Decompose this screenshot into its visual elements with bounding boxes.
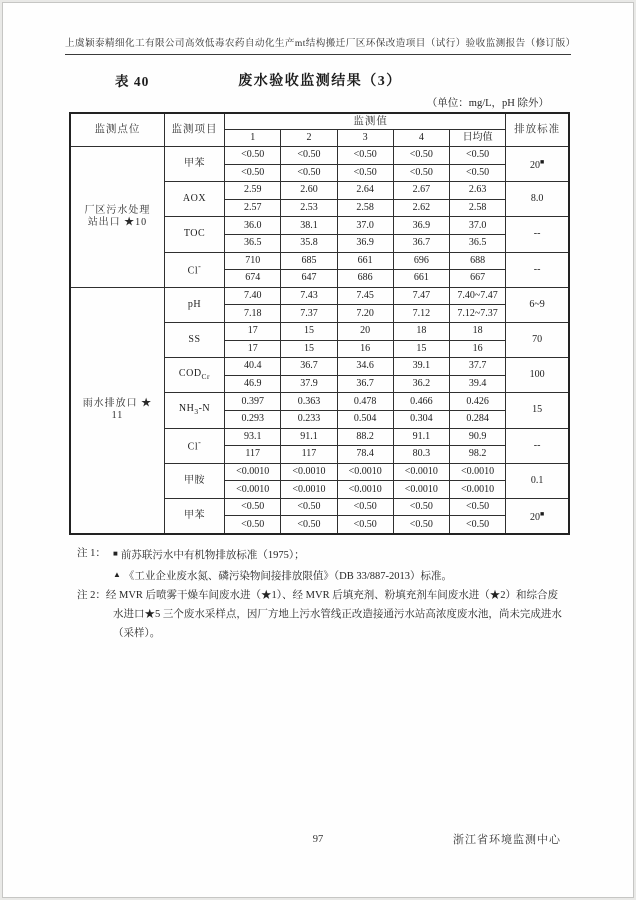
value-cell: 2.63 (449, 182, 505, 200)
value-cell: <0.50 (225, 164, 281, 182)
item-cell (164, 252, 224, 287)
note-1-prefix: 注 1： (77, 548, 106, 560)
table-title: 废水验收监测结果（3） (238, 74, 402, 89)
standard-cell (506, 147, 569, 182)
value-cell: <0.0010 (393, 481, 449, 499)
value-cell: 0.397 (225, 393, 281, 411)
value-cell: <0.0010 (449, 463, 505, 481)
value-cell: <0.0010 (281, 481, 337, 499)
value-cell: <0.50 (337, 498, 393, 516)
value-cell: 37.9 (281, 375, 337, 393)
header-col-avg: 日均值 (449, 130, 505, 147)
value-cell: 0.466 (393, 393, 449, 411)
value-cell: 37.7 (449, 358, 505, 376)
value-cell: 16 (449, 340, 505, 358)
standard-value: -- (533, 439, 541, 451)
value-cell: <0.50 (393, 516, 449, 534)
value-cell: <0.50 (337, 516, 393, 534)
value-cell: <0.0010 (393, 463, 449, 481)
standard-value: 0.1 (530, 474, 544, 486)
value-cell: 0.426 (449, 393, 505, 411)
table-number-label: 表 40 (115, 74, 150, 89)
value-cell: <0.0010 (281, 463, 337, 481)
triangle-mark-icon: ▲ (113, 570, 121, 580)
item-cell (164, 287, 224, 322)
value-cell: <0.0010 (337, 463, 393, 481)
value-cell: <0.50 (281, 516, 337, 534)
value-cell: <0.0010 (225, 481, 281, 499)
value-cell: 7.12~7.37 (449, 305, 505, 323)
item-cell (164, 393, 224, 428)
value-cell: 37.0 (337, 217, 393, 235)
item-label-part: -N (198, 402, 211, 414)
standard-value: 70 (532, 334, 543, 346)
value-cell: 2.67 (393, 182, 449, 200)
value-cell: 0.304 (393, 410, 449, 428)
header-col-3: 3 (337, 130, 393, 147)
value-cell: 20 (337, 322, 393, 340)
value-cell: 36.9 (337, 234, 393, 252)
value-cell: <0.50 (225, 498, 281, 516)
item-label-part: Cl (187, 441, 199, 453)
value-cell: 2.53 (281, 199, 337, 217)
value-cell: 39.1 (393, 358, 449, 376)
value-cell: 36.5 (225, 234, 281, 252)
value-cell: 685 (281, 252, 337, 270)
item-label-part: 甲苯 (183, 509, 205, 521)
value-cell: <0.50 (225, 516, 281, 534)
item-cell (164, 147, 224, 182)
value-cell: 2.60 (281, 182, 337, 200)
value-cell: 2.57 (225, 199, 281, 217)
value-cell: 0.504 (337, 410, 393, 428)
standard-footnote-mark: ■ (539, 158, 545, 167)
item-label-part: AOX (182, 193, 207, 205)
header-standard: 排放标准 (506, 113, 569, 147)
point-cell (70, 147, 164, 288)
value-cell: <0.50 (393, 498, 449, 516)
value-cell: 710 (225, 252, 281, 270)
point-line: 雨水排放口 ★ (82, 398, 153, 410)
value-cell: 0.363 (281, 393, 337, 411)
header-point: 监测点位 (70, 113, 164, 147)
item-cell (164, 322, 224, 357)
value-cell: 0.293 (225, 410, 281, 428)
value-cell: <0.0010 (225, 463, 281, 481)
value-cell: 35.8 (281, 234, 337, 252)
value-cell: 36.9 (393, 217, 449, 235)
value-cell: 91.1 (281, 428, 337, 446)
value-cell: 37.0 (449, 217, 505, 235)
value-cell: 647 (281, 270, 337, 288)
document-page (2, 2, 634, 898)
value-cell: 16 (337, 340, 393, 358)
standard-value: 20 (529, 511, 540, 523)
standard-cell (506, 428, 569, 463)
header-col-1: 1 (225, 130, 281, 147)
value-cell: 91.1 (393, 428, 449, 446)
value-cell: 7.37 (281, 305, 337, 323)
value-cell: 18 (393, 322, 449, 340)
standard-cell (506, 322, 569, 357)
note-1 (77, 544, 563, 586)
point-cell (70, 287, 164, 534)
value-cell: 36.7 (281, 358, 337, 376)
value-cell: 7.47 (393, 287, 449, 305)
item-cell (164, 217, 224, 252)
notes (77, 544, 563, 643)
value-cell: <0.50 (225, 147, 281, 165)
point-line: 站出口 ★10 (87, 216, 148, 228)
item-label-part: 甲胺 (183, 474, 205, 486)
value-cell: <0.50 (449, 516, 505, 534)
value-cell: 661 (393, 270, 449, 288)
value-cell: 15 (281, 322, 337, 340)
value-cell: <0.50 (449, 164, 505, 182)
value-cell: 7.45 (337, 287, 393, 305)
value-cell: 686 (337, 270, 393, 288)
value-cell: 80.3 (393, 446, 449, 464)
standard-cell (506, 252, 569, 287)
monitoring-results-table (69, 112, 570, 535)
value-cell: <0.0010 (337, 481, 393, 499)
standard-cell (506, 463, 569, 498)
standard-cell (506, 358, 569, 393)
standard-footnote-mark: ■ (539, 509, 545, 518)
value-cell: 93.1 (225, 428, 281, 446)
value-cell: 34.6 (337, 358, 393, 376)
item-label-part: Cl (187, 265, 199, 277)
value-cell: 7.40 (225, 287, 281, 305)
header-value-group: 监测值 (225, 113, 506, 130)
item-label-part: 甲苯 (183, 158, 205, 170)
table-row (70, 147, 569, 165)
item-label-part: SS (188, 334, 201, 346)
standard-value: -- (533, 263, 541, 275)
value-cell: 78.4 (337, 446, 393, 464)
page-number: 97 (312, 834, 324, 845)
table-row (70, 287, 569, 305)
standard-cell (506, 182, 569, 217)
value-cell: 661 (337, 252, 393, 270)
item-label-part: - (198, 262, 202, 272)
value-cell: 0.233 (281, 410, 337, 428)
standard-cell (506, 217, 569, 252)
note-2-prefix: 注 2： (77, 590, 106, 602)
standard-value: 20 (529, 160, 540, 172)
value-cell: 2.58 (449, 199, 505, 217)
value-cell: 40.4 (225, 358, 281, 376)
standard-value: 15 (532, 404, 543, 416)
value-cell: 7.43 (281, 287, 337, 305)
value-cell: <0.50 (337, 164, 393, 182)
value-cell: 674 (225, 270, 281, 288)
value-cell: <0.50 (393, 164, 449, 182)
value-cell: 90.9 (449, 428, 505, 446)
item-label-part: 3 (194, 406, 199, 416)
item-cell (164, 358, 224, 393)
standard-cell (506, 498, 569, 534)
item-cell (164, 498, 224, 534)
value-cell: <0.50 (449, 498, 505, 516)
note-1-line-2: ▲ 《工业企业废水氮、磷污染物间接排放限值》（DB 33/887-2013）标准。 (113, 570, 453, 583)
value-cell: 7.20 (337, 305, 393, 323)
standard-value: -- (533, 228, 541, 240)
note-2-text: 经 MVR 后喷雾干燥车间废水进（★1）、经 MVR 后填充剂、粉填充剂车间废水进（★2）和综合废水进口★5 三个废水采样点，因厂方地上污水管线正改造接通污水站高浓度废水池，尚未完成进水（采样）。 (105, 590, 562, 640)
value-cell: 15 (393, 340, 449, 358)
value-cell: 117 (225, 446, 281, 464)
value-cell: <0.50 (337, 147, 393, 165)
item-label-part: pH (187, 298, 202, 310)
value-cell: 17 (225, 340, 281, 358)
item-label-part: Cr (201, 371, 211, 381)
note-1-line-1: ■ 前苏联污水中有机物排放标准（1975）； (113, 549, 305, 562)
standard-cell (506, 287, 569, 322)
value-cell: <0.0010 (449, 481, 505, 499)
value-cell: 36.7 (393, 234, 449, 252)
standard-value: 6~9 (529, 298, 545, 310)
value-cell: 46.9 (225, 375, 281, 393)
item-cell (164, 428, 224, 463)
footer-organization: 浙江省环境监测中心 (453, 834, 561, 846)
value-cell: <0.50 (281, 164, 337, 182)
value-cell: <0.50 (281, 498, 337, 516)
item-label-part: TOC (183, 228, 206, 240)
value-cell: <0.50 (281, 147, 337, 165)
note-2 (77, 586, 563, 643)
value-cell: 17 (225, 322, 281, 340)
value-cell: 7.12 (393, 305, 449, 323)
value-cell: 688 (449, 252, 505, 270)
value-cell: 0.478 (337, 393, 393, 411)
value-cell: 38.1 (281, 217, 337, 235)
standard-value: 8.0 (530, 193, 544, 205)
table-body (70, 147, 569, 535)
header-col-2: 2 (281, 130, 337, 147)
value-cell: 2.59 (225, 182, 281, 200)
value-cell: <0.50 (393, 147, 449, 165)
item-label-part: NH (178, 402, 195, 414)
value-cell: 39.4 (449, 375, 505, 393)
value-cell: 36.0 (225, 217, 281, 235)
value-cell: 98.2 (449, 446, 505, 464)
value-cell: 7.40~7.47 (449, 287, 505, 305)
standard-cell (506, 393, 569, 428)
value-cell: 2.62 (393, 199, 449, 217)
value-cell: 2.64 (337, 182, 393, 200)
square-mark-icon: ■ (113, 549, 118, 559)
value-cell: 117 (281, 446, 337, 464)
value-cell: <0.50 (449, 147, 505, 165)
standard-value: 100 (529, 369, 545, 381)
value-cell: 667 (449, 270, 505, 288)
header-item: 监测项目 (164, 113, 224, 147)
value-cell: 36.5 (449, 234, 505, 252)
value-cell: 36.2 (393, 375, 449, 393)
point-line: 11 (111, 410, 124, 422)
value-cell: 7.18 (225, 305, 281, 323)
header-col-4: 4 (393, 130, 449, 147)
value-cell: 18 (449, 322, 505, 340)
item-cell (164, 463, 224, 498)
page-content (69, 70, 571, 643)
point-line: 厂区污水处理 (84, 204, 151, 216)
table-caption (69, 70, 571, 92)
value-cell: 15 (281, 340, 337, 358)
item-label-part: - (198, 438, 202, 448)
value-cell: 88.2 (337, 428, 393, 446)
value-cell: 696 (393, 252, 449, 270)
value-cell: 36.7 (337, 375, 393, 393)
running-head: 上虞颖泰精细化工有限公司高效低毒农药自动化生产mt结构搬迁厂区环保改造项目（试行）验收监测报告（修订版） (65, 35, 571, 55)
value-cell: 0.284 (449, 410, 505, 428)
item-cell (164, 182, 224, 217)
unit-note: （单位：mg/L，pH 除外） (426, 98, 549, 109)
item-label-part: COD (178, 367, 202, 379)
value-cell: 2.58 (337, 199, 393, 217)
